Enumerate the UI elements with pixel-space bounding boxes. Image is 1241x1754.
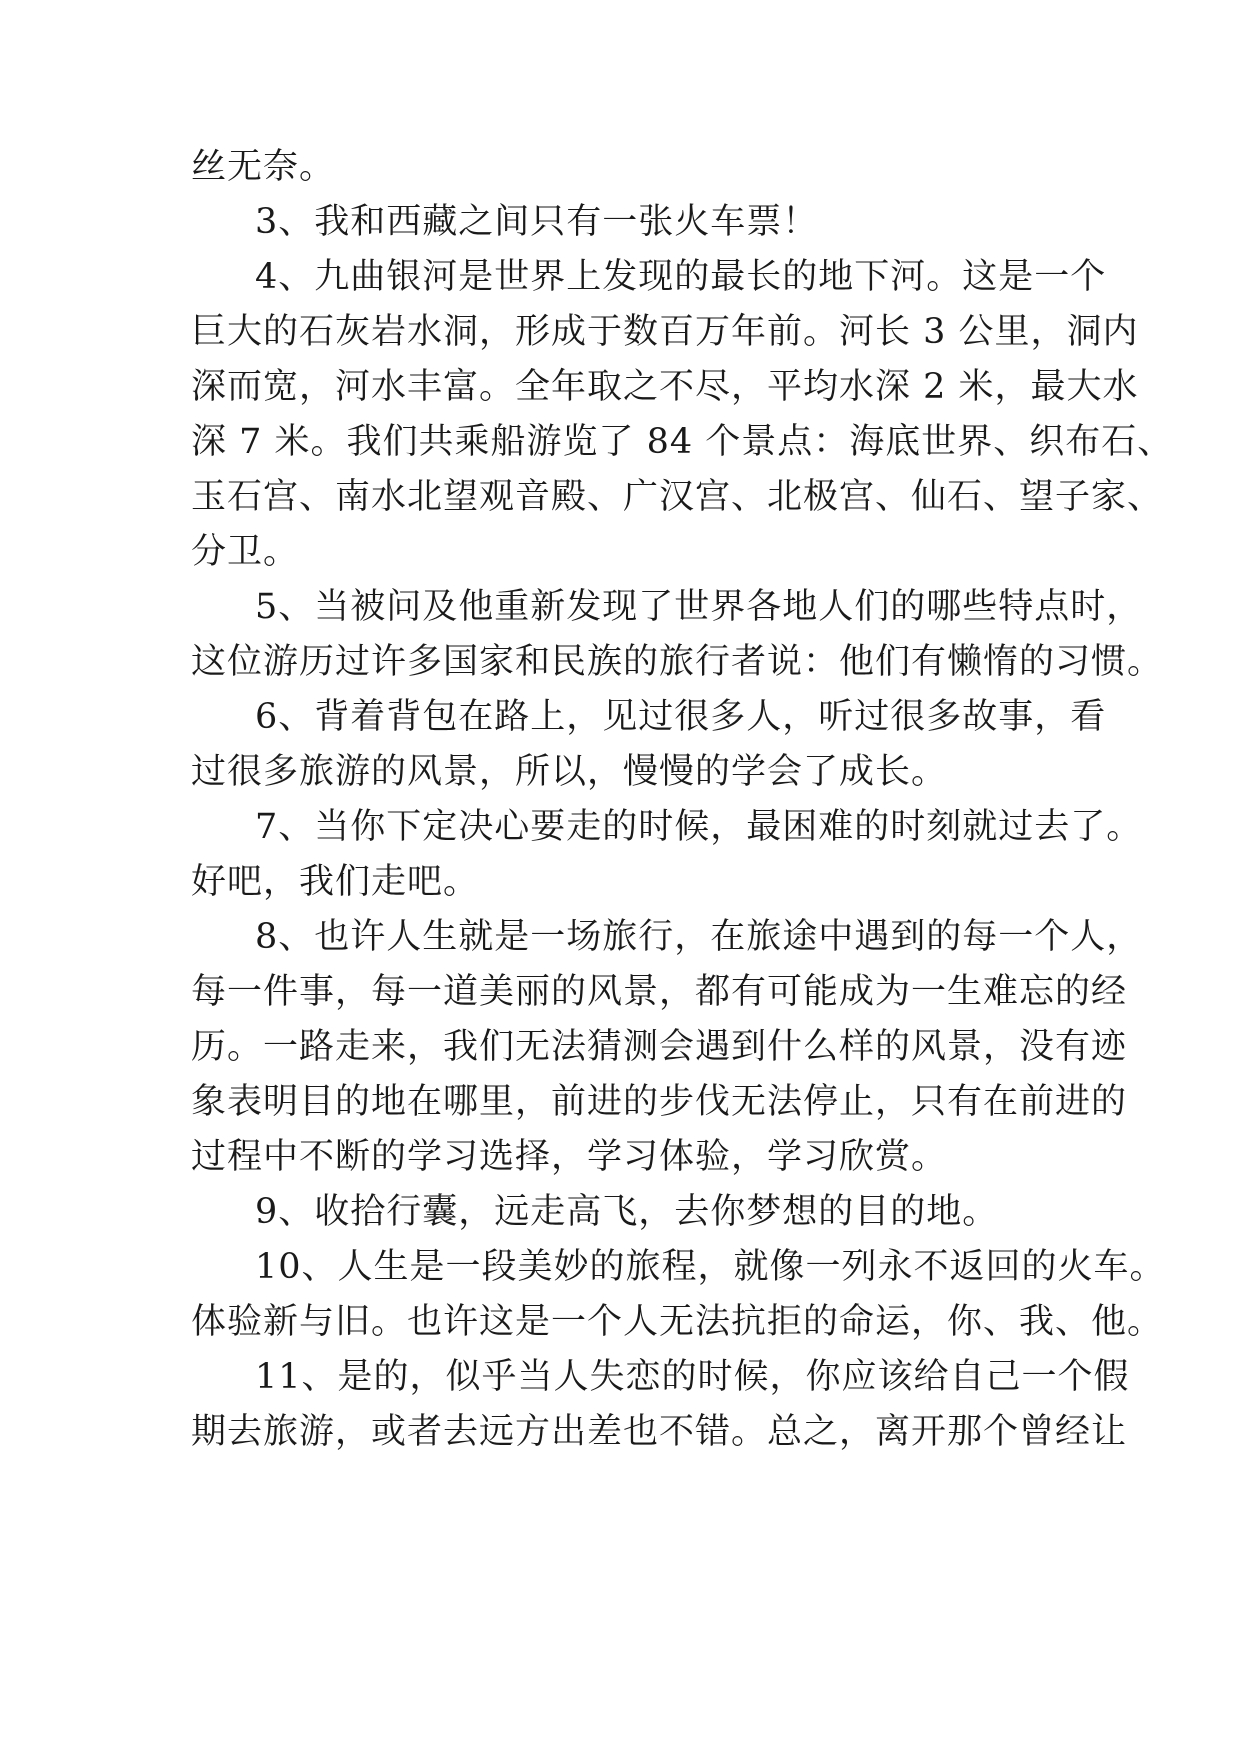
text-line: 分卫。 — [191, 532, 300, 572]
text-line: 丝无奈。 — [191, 147, 336, 187]
text-line: 好吧，我们走吧。 — [191, 862, 480, 902]
text-line: 深而宽，河水丰富。全年取之不尽，平均水深 2 米，最大水 — [191, 367, 1139, 407]
text-line: 10、人生是一段美妙的旅程，就像一列永不返回的火车。 — [255, 1247, 1166, 1287]
text-line: 过很多旅游的风景，所以，慢慢的学会了成长。 — [191, 752, 948, 792]
text-line: 11、是的，似乎当人失恋的时候，你应该给自己一个假 — [255, 1357, 1130, 1397]
text-line: 期去旅游，或者去远方出差也不错。总之，离开那个曾经让 — [191, 1412, 1128, 1452]
text-line: 5、当被问及他重新发现了世界各地人们的哪些特点时， — [255, 587, 1143, 627]
text-line: 8、也许人生就是一场旅行，在旅途中遇到的每一个人， — [255, 917, 1143, 957]
text-line: 9、收拾行囊，远走高飞，去你梦想的目的地。 — [255, 1192, 999, 1232]
text-line: 4、九曲银河是世界上发现的最长的地下河。这是一个 — [255, 257, 1107, 297]
text-line: 每一件事，每一道美丽的风景，都有可能成为一生难忘的经 — [191, 972, 1128, 1012]
text-line: 6、背着背包在路上，见过很多人，听过很多故事，看 — [255, 697, 1107, 737]
text-line: 巨大的石灰岩水洞，形成于数百万年前。河长 3 公里，洞内 — [191, 312, 1139, 352]
text-line: 深 7 米。我们共乘船游览了 84 个景点：海底世界、织布石、 — [191, 422, 1174, 462]
text-line: 3、我和西藏之间只有一张火车票！ — [255, 202, 819, 242]
text-line: 象表明目的地在哪里，前进的步伐无法停止，只有在前进的 — [191, 1082, 1128, 1122]
text-line: 历。一路走来，我们无法猜测会遇到什么样的风景，没有迹 — [191, 1027, 1128, 1067]
text-line: 玉石宫、南水北望观音殿、广汉宫、北极宫、仙石、望子家、 — [191, 477, 1164, 517]
text-line: 这位游历过许多国家和民族的旅行者说：他们有懒惰的习惯。 — [191, 642, 1164, 682]
text-line: 过程中不断的学习选择，学习体验，学习欣赏。 — [191, 1137, 948, 1177]
text-line: 7、当你下定决心要走的时候，最困难的时刻就过去了。 — [255, 807, 1143, 847]
text-line: 体验新与旧。也许这是一个人无法抗拒的命运，你、我、他。 — [191, 1302, 1164, 1342]
